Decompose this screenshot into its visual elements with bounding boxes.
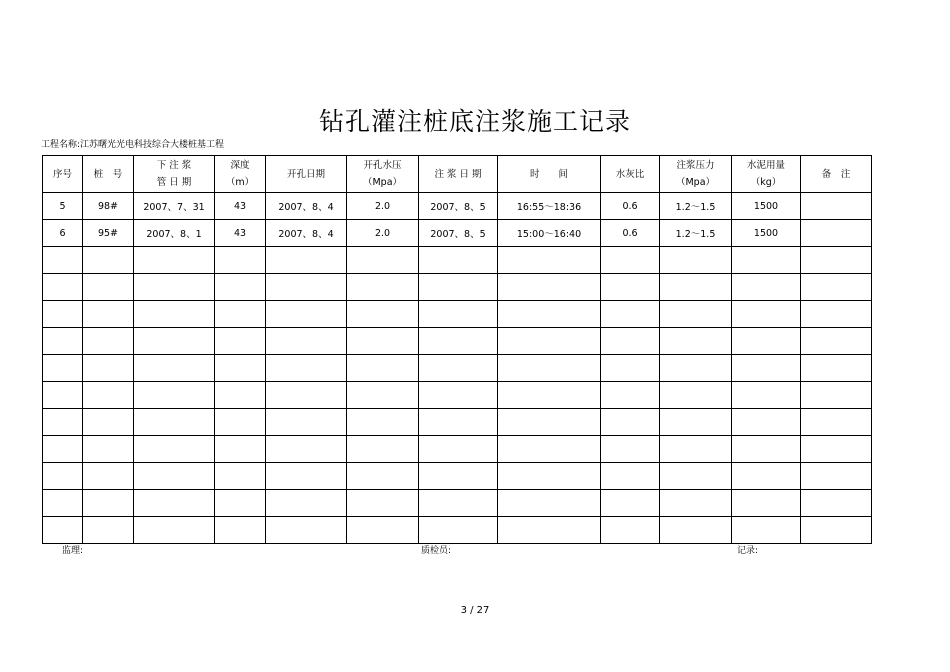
blank-table-cell xyxy=(801,409,872,436)
blank-table-cell xyxy=(601,436,660,463)
blank-table-cell xyxy=(419,436,498,463)
table-row xyxy=(43,220,872,247)
blank-table-cell xyxy=(134,274,215,301)
blank-table-cell xyxy=(732,517,801,544)
blank-table-cell xyxy=(498,463,601,490)
table-cell: 2007、8、4 xyxy=(266,220,347,247)
blank-table-cell xyxy=(601,274,660,301)
table-cell: 15:00～16:40 xyxy=(498,220,601,247)
blank-table-cell xyxy=(498,382,601,409)
blank-table-cell xyxy=(266,517,347,544)
blank-table-cell xyxy=(134,436,215,463)
blank-table-cell xyxy=(43,490,83,517)
blank-table-row xyxy=(43,490,872,517)
blank-table-cell xyxy=(498,328,601,355)
blank-table-cell xyxy=(134,463,215,490)
blank-table-cell xyxy=(801,301,872,328)
table-cell: 2007、8、5 xyxy=(419,220,498,247)
blank-table-cell xyxy=(419,247,498,274)
table-cell: 2.0 xyxy=(347,193,419,220)
blank-table-cell xyxy=(732,463,801,490)
blank-table-cell xyxy=(215,490,266,517)
blank-table-cell xyxy=(732,274,801,301)
table-cell: 2007、8、4 xyxy=(266,193,347,220)
blank-table-cell xyxy=(601,409,660,436)
blank-table-cell xyxy=(266,463,347,490)
blank-table-cell xyxy=(419,517,498,544)
header-cell-depth: 深度 （m） xyxy=(215,156,266,193)
blank-table-cell xyxy=(43,328,83,355)
blank-table-cell xyxy=(83,274,134,301)
blank-table-cell xyxy=(43,355,83,382)
project-line xyxy=(41,139,224,151)
blank-table-cell xyxy=(601,382,660,409)
blank-table-cell xyxy=(660,301,732,328)
blank-table-row xyxy=(43,355,872,382)
blank-table-cell xyxy=(266,247,347,274)
blank-table-cell xyxy=(43,382,83,409)
blank-table-cell xyxy=(347,436,419,463)
blank-table-cell xyxy=(660,436,732,463)
blank-table-row xyxy=(43,517,872,544)
blank-table-cell xyxy=(83,382,134,409)
blank-table-cell xyxy=(134,517,215,544)
table-cell: 2007、8、5 xyxy=(419,193,498,220)
blank-table-cell xyxy=(419,274,498,301)
table-cell: 6 xyxy=(43,220,83,247)
supervisor-label: 监理: xyxy=(62,546,84,556)
blank-table-cell xyxy=(347,274,419,301)
blank-table-cell xyxy=(732,409,801,436)
blank-table-cell xyxy=(601,247,660,274)
blank-table-cell xyxy=(43,517,83,544)
blank-table-cell xyxy=(134,409,215,436)
blank-table-row xyxy=(43,247,872,274)
blank-table-cell xyxy=(660,355,732,382)
blank-table-cell xyxy=(43,463,83,490)
blank-table-cell xyxy=(347,301,419,328)
blank-table-cell xyxy=(801,490,872,517)
blank-table-cell xyxy=(498,355,601,382)
blank-table-cell xyxy=(266,382,347,409)
blank-table-cell xyxy=(347,463,419,490)
table-cell: 1.2～1.5 xyxy=(660,220,732,247)
blank-table-cell xyxy=(419,355,498,382)
blank-table-cell xyxy=(801,517,872,544)
header-cell-cement-amount: 水泥用量 （kg） xyxy=(732,156,801,193)
blank-table-row xyxy=(43,409,872,436)
blank-table-cell xyxy=(83,436,134,463)
blank-table-cell xyxy=(43,301,83,328)
blank-table-cell xyxy=(83,328,134,355)
blank-table-cell xyxy=(660,247,732,274)
blank-table-cell xyxy=(266,328,347,355)
table-cell: 95# xyxy=(83,220,134,247)
blank-table-cell xyxy=(347,247,419,274)
blank-table-cell xyxy=(347,355,419,382)
blank-table-cell xyxy=(601,517,660,544)
table-cell: 1500 xyxy=(732,193,801,220)
table-cell xyxy=(801,193,872,220)
blank-table-row xyxy=(43,436,872,463)
blank-table-cell xyxy=(83,409,134,436)
blank-table-cell xyxy=(83,247,134,274)
blank-table-cell xyxy=(215,382,266,409)
blank-table-cell xyxy=(801,274,872,301)
blank-table-cell xyxy=(732,436,801,463)
blank-table-cell xyxy=(266,409,347,436)
blank-table-cell xyxy=(215,463,266,490)
blank-table-cell xyxy=(732,301,801,328)
project-label: 工程名称: xyxy=(41,140,81,150)
blank-table-cell xyxy=(266,436,347,463)
blank-table-cell xyxy=(732,247,801,274)
table-cell: 2007、8、1 xyxy=(134,220,215,247)
blank-table-cell xyxy=(801,463,872,490)
blank-table-cell xyxy=(266,301,347,328)
table-cell: 0.6 xyxy=(601,193,660,220)
blank-table-cell xyxy=(43,274,83,301)
blank-table-cell xyxy=(419,382,498,409)
table-row xyxy=(43,193,872,220)
header-cell-pile-no: 桩 号 xyxy=(83,156,134,193)
blank-table-cell xyxy=(801,382,872,409)
header-cell-seq: 序号 xyxy=(43,156,83,193)
blank-table-cell xyxy=(215,355,266,382)
blank-table-cell xyxy=(801,247,872,274)
header-cell-grout-pressure: 注浆压力 （Mpa） xyxy=(660,156,732,193)
blank-table-cell xyxy=(134,328,215,355)
blank-table-cell xyxy=(83,355,134,382)
blank-table-row xyxy=(43,301,872,328)
blank-table-cell xyxy=(419,463,498,490)
table-cell: 2.0 xyxy=(347,220,419,247)
document-title: 钻孔灌注桩底注浆施工记录 xyxy=(318,107,631,136)
header-cell-open-date: 开孔日期 xyxy=(266,156,347,193)
blank-table-cell xyxy=(498,247,601,274)
table-cell: 43 xyxy=(215,220,266,247)
blank-table-cell xyxy=(215,517,266,544)
blank-table-cell xyxy=(347,490,419,517)
blank-table-cell xyxy=(134,247,215,274)
blank-table-cell xyxy=(266,490,347,517)
table-cell: 98# xyxy=(83,193,134,220)
blank-table-cell xyxy=(83,490,134,517)
table-cell: 43 xyxy=(215,193,266,220)
blank-table-cell xyxy=(419,409,498,436)
blank-table-cell xyxy=(498,517,601,544)
blank-table-cell xyxy=(660,274,732,301)
table-cell: 0.6 xyxy=(601,220,660,247)
blank-table-cell xyxy=(347,409,419,436)
blank-table-cell xyxy=(498,301,601,328)
blank-table-row xyxy=(43,274,872,301)
blank-table-cell xyxy=(498,490,601,517)
blank-table-cell xyxy=(660,328,732,355)
table-cell: 1.2～1.5 xyxy=(660,193,732,220)
blank-table-cell xyxy=(43,436,83,463)
header-cell-grout-date: 注 浆 日 期 xyxy=(419,156,498,193)
blank-table-cell xyxy=(601,490,660,517)
blank-table-cell xyxy=(134,490,215,517)
table-cell: 2007、7、31 xyxy=(134,193,215,220)
recorder-label: 记录: xyxy=(737,546,759,556)
blank-table-cell xyxy=(215,328,266,355)
blank-table-cell xyxy=(801,436,872,463)
blank-table-cell xyxy=(83,517,134,544)
blank-table-cell xyxy=(419,490,498,517)
blank-table-cell xyxy=(134,301,215,328)
grouting-record-table xyxy=(42,155,872,544)
blank-table-cell xyxy=(601,328,660,355)
header-cell-open-pressure: 开孔水压 （Mpa） xyxy=(347,156,419,193)
page-number: 3 / 27 xyxy=(460,605,490,616)
blank-table-cell xyxy=(660,517,732,544)
blank-table-cell xyxy=(347,382,419,409)
header-cell-pipe-date: 下 注 浆 管 日 期 xyxy=(134,156,215,193)
blank-table-cell xyxy=(801,328,872,355)
header-cell-wc-ratio: 水灰比 xyxy=(601,156,660,193)
blank-table-cell xyxy=(660,409,732,436)
table-cell: 16:55～18:36 xyxy=(498,193,601,220)
blank-table-cell xyxy=(83,301,134,328)
blank-table-cell xyxy=(660,382,732,409)
blank-table-cell xyxy=(215,247,266,274)
header-cell-remarks: 备 注 xyxy=(801,156,872,193)
blank-table-cell xyxy=(732,490,801,517)
blank-table-cell xyxy=(498,274,601,301)
blank-table-cell xyxy=(215,436,266,463)
blank-table-cell xyxy=(660,463,732,490)
header-row xyxy=(43,156,872,193)
blank-table-row xyxy=(43,463,872,490)
blank-table-row xyxy=(43,382,872,409)
blank-table-cell xyxy=(732,382,801,409)
blank-table-cell xyxy=(498,409,601,436)
blank-table-cell xyxy=(266,274,347,301)
blank-table-cell xyxy=(732,355,801,382)
table-cell: 5 xyxy=(43,193,83,220)
table-cell xyxy=(801,220,872,247)
blank-table-cell xyxy=(43,247,83,274)
blank-table-cell xyxy=(215,274,266,301)
blank-table-cell xyxy=(215,409,266,436)
table-cell: 1500 xyxy=(732,220,801,247)
header-cell-time: 时 间 xyxy=(498,156,601,193)
blank-table-cell xyxy=(601,355,660,382)
inspector-label: 质检员: xyxy=(421,546,452,556)
blank-table-cell xyxy=(732,328,801,355)
blank-table-cell xyxy=(419,328,498,355)
blank-table-cell xyxy=(266,355,347,382)
blank-table-cell xyxy=(347,328,419,355)
blank-table-cell xyxy=(801,355,872,382)
blank-table-cell xyxy=(419,301,498,328)
project-name: 江苏曙光光电科技综合大楼桩基工程 xyxy=(80,140,225,150)
blank-table-cell xyxy=(601,301,660,328)
blank-table-cell xyxy=(601,463,660,490)
blank-table-cell xyxy=(134,355,215,382)
blank-table-row xyxy=(43,328,872,355)
blank-table-cell xyxy=(83,463,134,490)
blank-table-cell xyxy=(43,409,83,436)
blank-table-cell xyxy=(660,490,732,517)
blank-table-cell xyxy=(215,301,266,328)
blank-table-cell xyxy=(134,382,215,409)
blank-table-cell xyxy=(498,436,601,463)
blank-table-cell xyxy=(347,517,419,544)
